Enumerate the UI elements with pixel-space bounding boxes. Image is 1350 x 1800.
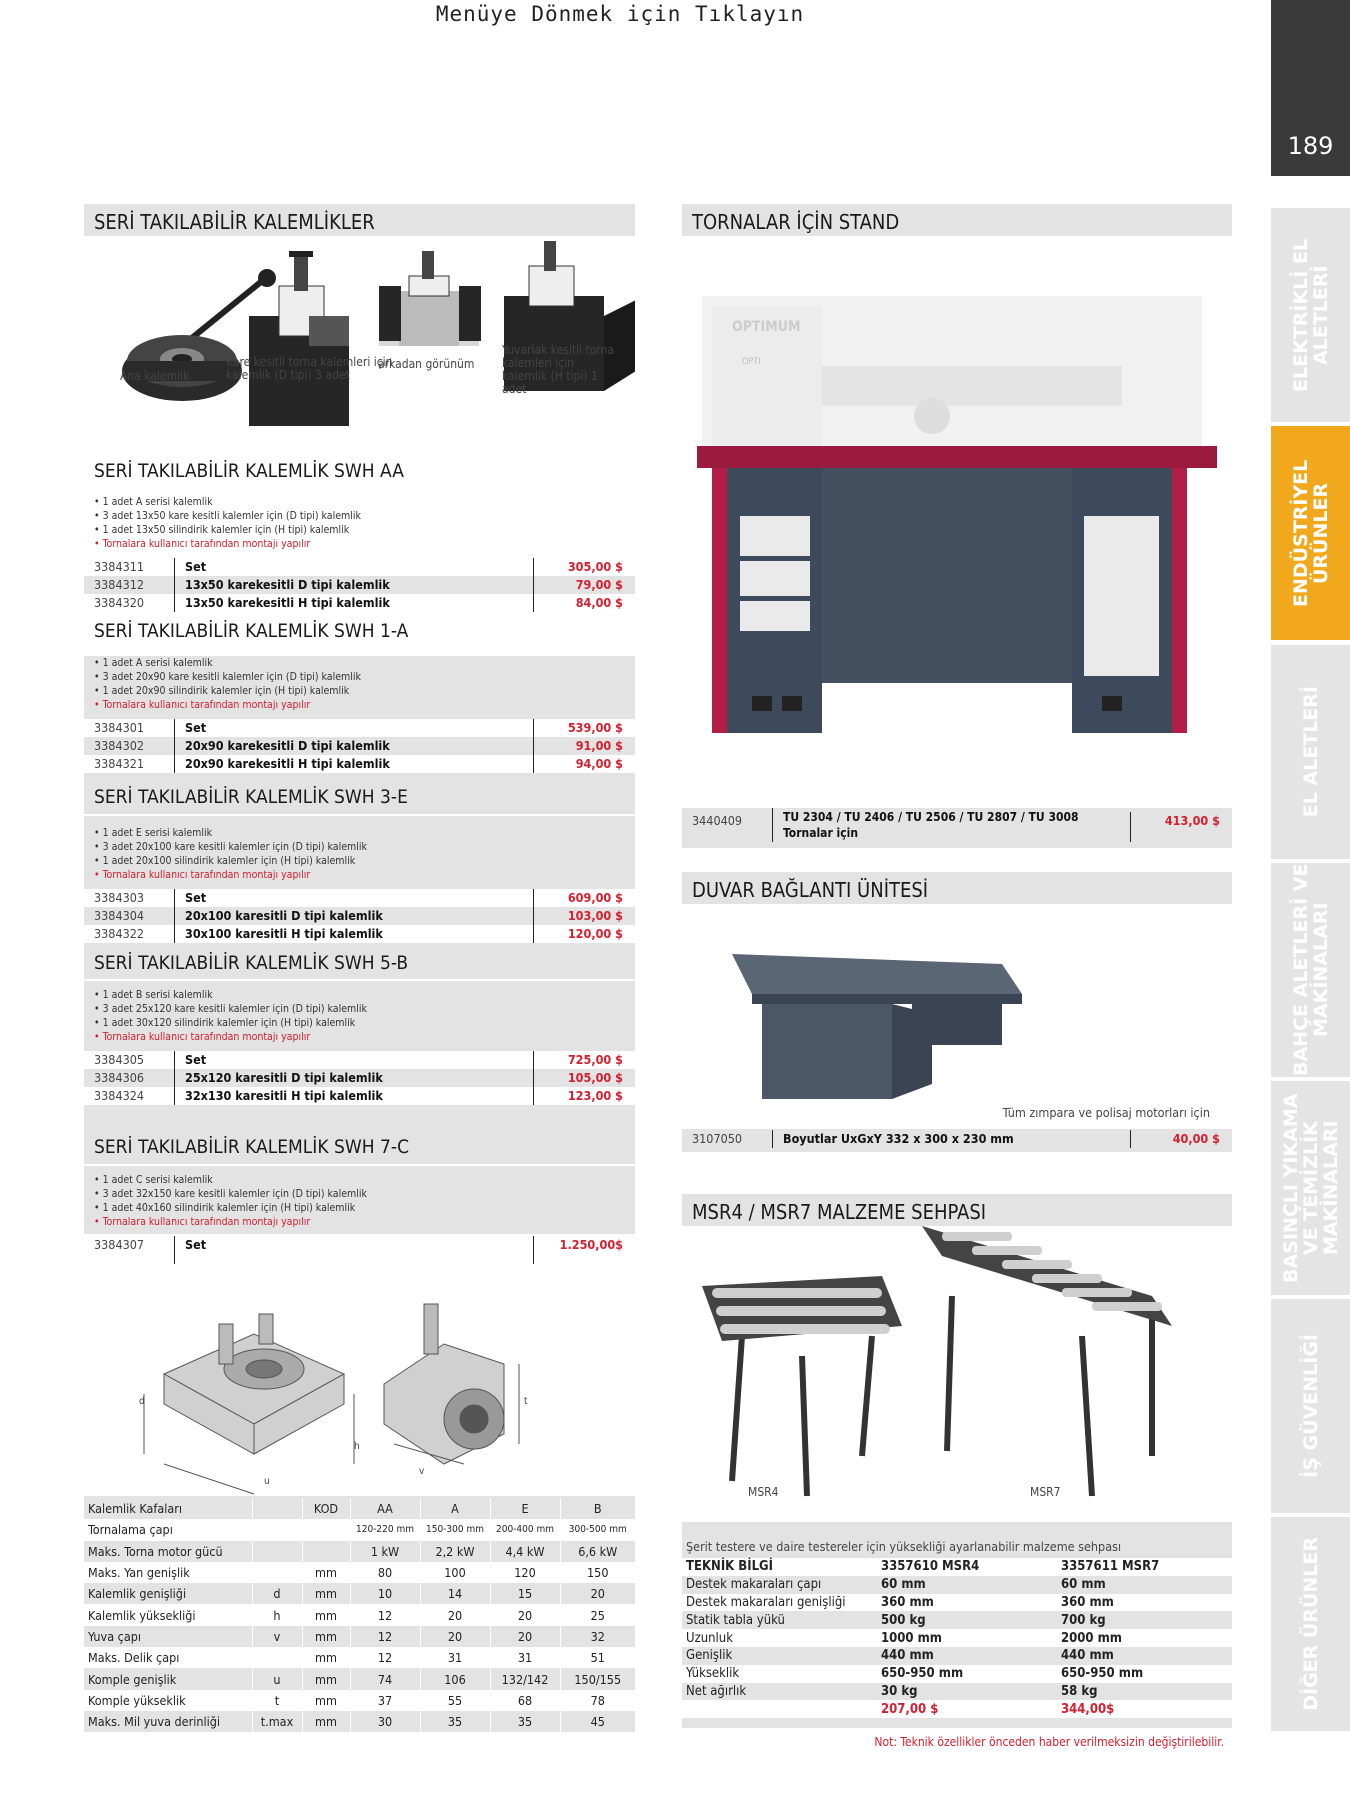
table-row: Kalemlik yüksekliği h mm 12 20 20 25 xyxy=(84,1604,635,1625)
price-row: 3384302 20x90 karekesitli D tipi kalemlik 91,00 $ xyxy=(84,737,635,755)
tab-basincli-yikama[interactable] xyxy=(1271,1081,1350,1295)
price-row: 3107050 Boyutlar UxGxY 332 x 300 x 230 mm 40,00 $ xyxy=(682,1130,1232,1148)
price-row: 3384303 Set 609,00 $ xyxy=(84,889,635,907)
table-row: Kalemlik genişliği d mm 10 14 15 20 xyxy=(84,1583,635,1604)
stand-desc: TU 2304 / TU 2406 / TU 2506 / TU 2807 / TU 3008 Tornalar için xyxy=(772,808,1079,842)
tab-bahce-aletleri[interactable] xyxy=(1271,863,1350,1077)
msr-description: Şerit testere ve daire testereler için yüksekliği ayarlanabilir malzeme sehpası xyxy=(686,1539,1122,1554)
price-row: 3384306 25x120 karesitli D tipi kalemlik 105,00 $ xyxy=(84,1069,635,1087)
page-number: 189 xyxy=(1271,0,1350,176)
price-row: 3384322 30x100 karesitli H tipi kalemlik 120,00 $ xyxy=(84,925,635,943)
price-row: 3384305 Set 725,00 $ xyxy=(84,1051,635,1069)
section-title-swh-7c: SERİ TAKILABİLİR KALEMLİK SWH 7-C xyxy=(94,1136,410,1158)
stand-panel xyxy=(682,204,1232,848)
caption-h-tipi: Yuvarlak kesitli torna kalemleri için kalemlik (H tipi) 1 adet xyxy=(502,343,615,396)
dimension-diagrams xyxy=(84,1234,635,1496)
dim-t: t xyxy=(524,1396,528,1407)
menu-return-link[interactable]: Menüye Dönmek için Tıklayın xyxy=(435,2,805,26)
tab-el-aletleri[interactable] xyxy=(1271,645,1350,859)
table-row: 207,00 $ 344,00$ xyxy=(682,1700,1232,1718)
table-row: Statik tabla yükü 500 kg 700 kg xyxy=(682,1611,1232,1629)
tab-diger-urunler[interactable] xyxy=(1271,1517,1350,1731)
table-row: TEKNİK BİLGİ 3357610 MSR4 3357611 MSR7 xyxy=(682,1558,1232,1576)
wall-unit-panel xyxy=(682,872,1232,1152)
label-msr4: MSR4 xyxy=(748,1485,779,1499)
price-row: 3384324 32x130 karesitli H tipi kalemlik 123,00 $ xyxy=(84,1087,635,1105)
tab-label: EL ALETLERİ xyxy=(1299,686,1322,818)
tab-label: BASINÇLI YIKAMA VE TEMİZLİK MAKİNALARI xyxy=(1279,1093,1342,1283)
table-row: Maks. Torna motor gücü 1 kW 2,2 kW 4,4 kW 6,6 kW xyxy=(84,1541,635,1562)
table-row: Destek makaraları genişliği 360 mm 360 mm xyxy=(682,1594,1232,1612)
wall-unit-photo xyxy=(682,904,1232,1129)
msr-image xyxy=(682,1226,1232,1522)
roller-stand-photo xyxy=(682,1226,1232,1522)
label-msr7: MSR7 xyxy=(1030,1485,1061,1499)
table-row: Destek makaraları çapı 60 mm 60 mm xyxy=(682,1576,1232,1594)
table-row: Uzunluk 1000 mm 2000 mm xyxy=(682,1629,1232,1647)
tab-endustriyel-urunler[interactable] xyxy=(1271,426,1350,640)
table-row: Komple genişlik u mm 74 106 132/142 150/155 xyxy=(84,1668,635,1689)
caption-ana-kalemlik: Ana kalemlik xyxy=(120,369,190,383)
tab-label: DİĞER ÜRÜNLER xyxy=(1299,1537,1322,1711)
dim-d: d xyxy=(139,1396,145,1407)
dimension-drawings xyxy=(84,1234,635,1496)
dim-v: v xyxy=(419,1466,425,1477)
panel-title: SERİ TAKILABİLİR KALEMLİKLER xyxy=(84,204,635,234)
price-row: 3384301 Set 539,00 $ xyxy=(84,719,635,737)
panel-title: DUVAR BAĞLANTI ÜNİTESİ xyxy=(682,872,1232,902)
footnote: Not: Teknik özellikler önceden haber verilmeksizin değiştirilebilir. xyxy=(874,1735,1224,1749)
msr-panel xyxy=(682,1194,1232,1728)
table-row: Tornalama çapı 120-220 mm 150-300 mm 200-400 mm 300-500 mm xyxy=(84,1519,635,1540)
table-row: Yükseklik 650-950 mm 650-950 mm xyxy=(682,1665,1232,1683)
price-row: 3384307 Set 1.250,00$ xyxy=(84,1236,635,1254)
table-row: Maks. Mil yuva derinliği t.max mm 30 35 35 45 xyxy=(84,1711,635,1732)
table-row: Maks. Yan genişlik mm 80 100 120 150 xyxy=(84,1562,635,1583)
dim-h: h xyxy=(354,1441,360,1452)
wall-unit-image xyxy=(682,904,1232,1129)
section-bullets: • 1 adet A serisi kalemlik • 3 adet 13x50 kare kesitli kalemler için (D tipi) kalemlik • 1 adet 13x50 silindirik kalemler için (H tipi) kalemlik • Tornalara kullanıcı tarafından montajı yapılır xyxy=(94,496,361,550)
spec-table xyxy=(84,1498,635,1732)
caption-arkadan: arkadan görünüm xyxy=(378,357,475,371)
section-bullets: • 1 adet C serisi kalemlik • 3 adet 32x150 kare kesitli kalemler için (D tipi) kalemlik • 1 adet 40x160 silindirik kalemler için (H tipi) kalemlik • Tornalara kullanıcı tarafından montajı yapılır xyxy=(94,1174,367,1228)
table-row: Yuva çapı v mm 12 20 20 32 xyxy=(84,1626,635,1647)
price-row: 3384311 Set 305,00 $ xyxy=(84,558,635,576)
lathe-stand-photo xyxy=(682,236,1232,808)
lathe-model: OPTI xyxy=(742,357,761,367)
section-bullets: • 1 adet A serisi kalemlik • 3 adet 20x90 kare kesitli kalemler için (D tipi) kalemlik • 1 adet 20x90 silindirik kalemler için (H tipi) kalemlik • Tornalara kullanıcı tarafından montajı yapılır xyxy=(94,657,361,711)
panel-title: MSR4 / MSR7 MALZEME SEHPASI xyxy=(682,1194,1232,1224)
tab-label: ELEKTRİKLİ EL ALETLERİ xyxy=(1289,238,1332,392)
table-row: Maks. Delik çapı mm 12 31 31 51 xyxy=(84,1647,635,1668)
section-title-swh-5b: SERİ TAKILABİLİR KALEMLİK SWH 5-B xyxy=(94,952,409,974)
price-row: 3384321 20x90 karekesitli H tipi kalemlik 94,00 $ xyxy=(84,755,635,773)
tab-label: BAHÇE ALETLERİ VE MAKİNALARI xyxy=(1289,863,1332,1077)
section-bullets: • 1 adet B serisi kalemlik • 3 adet 25x120 kare kesitli kalemler için (D tipi) kalemlik • 1 adet 30x120 silindirik kalemler için (H tipi) kalemlik • Tornalara kullanıcı tarafından montajı yapılır xyxy=(94,989,367,1043)
lathe-brand: OPTIMUM xyxy=(732,319,801,335)
tab-label: İŞ GÜVENLİĞİ xyxy=(1299,1334,1322,1478)
table-row: Net ağırlık 30 kg 58 kg xyxy=(682,1683,1232,1701)
wall-unit-caption: Tüm zımpara ve polisaj motorları için xyxy=(1002,1105,1210,1120)
stand-image xyxy=(682,236,1232,808)
table-row: Komple yükseklik t mm 37 55 68 78 xyxy=(84,1690,635,1711)
caption-d-tipi: Kare kesitli torna kalemleri için kalemlik (D tipi) 3 adet xyxy=(226,355,393,382)
dim-u: u xyxy=(264,1476,270,1487)
panel-title: TORNALAR İÇİN STAND xyxy=(682,204,1232,234)
table-row: Kalemlik Kafaları KOD AA A E B xyxy=(84,1498,635,1519)
price-row: 3384304 20x100 karesitli D tipi kalemlik 103,00 $ xyxy=(84,907,635,925)
table-row: Genişlik 440 mm 440 mm xyxy=(682,1647,1232,1665)
price-row: 3384320 13x50 karekesitli H tipi kalemlik 84,00 $ xyxy=(84,594,635,612)
price-row: 3384312 13x50 karekesitli D tipi kalemlik 79,00 $ xyxy=(84,576,635,594)
price-row: 3440409 TU 2304 / TU 2406 / TU 2506 / TU 2807 / TU 3008 Tornalar için 413,00 $ xyxy=(682,808,1232,844)
section-title-swh-aa: SERİ TAKILABİLİR KALEMLİK SWH AA xyxy=(94,460,404,482)
tab-elektrikli-el-aletleri[interactable] xyxy=(1271,208,1350,422)
msr-tech-table xyxy=(682,1558,1232,1718)
section-title-swh-3e: SERİ TAKILABİLİR KALEMLİK SWH 3-E xyxy=(94,786,408,808)
tool-holder-panel xyxy=(84,204,635,1728)
section-bullets: • 1 adet E serisi kalemlik • 3 adet 20x100 kare kesitli kalemler için (D tipi) kalemlik • 1 adet 20x100 silindirik kalemler için (H tipi) kalemlik • Tornalara kullanıcı tarafından montajı yapılır xyxy=(94,827,367,881)
tab-label: ENDÜSTRİYEL ÜRÜNLER xyxy=(1289,459,1332,607)
section-title-swh-1a: SERİ TAKILABİLİR KALEMLİK SWH 1-A xyxy=(94,620,409,642)
category-sidebar xyxy=(1271,0,1350,1740)
tab-is-guvenligi[interactable] xyxy=(1271,1299,1350,1513)
